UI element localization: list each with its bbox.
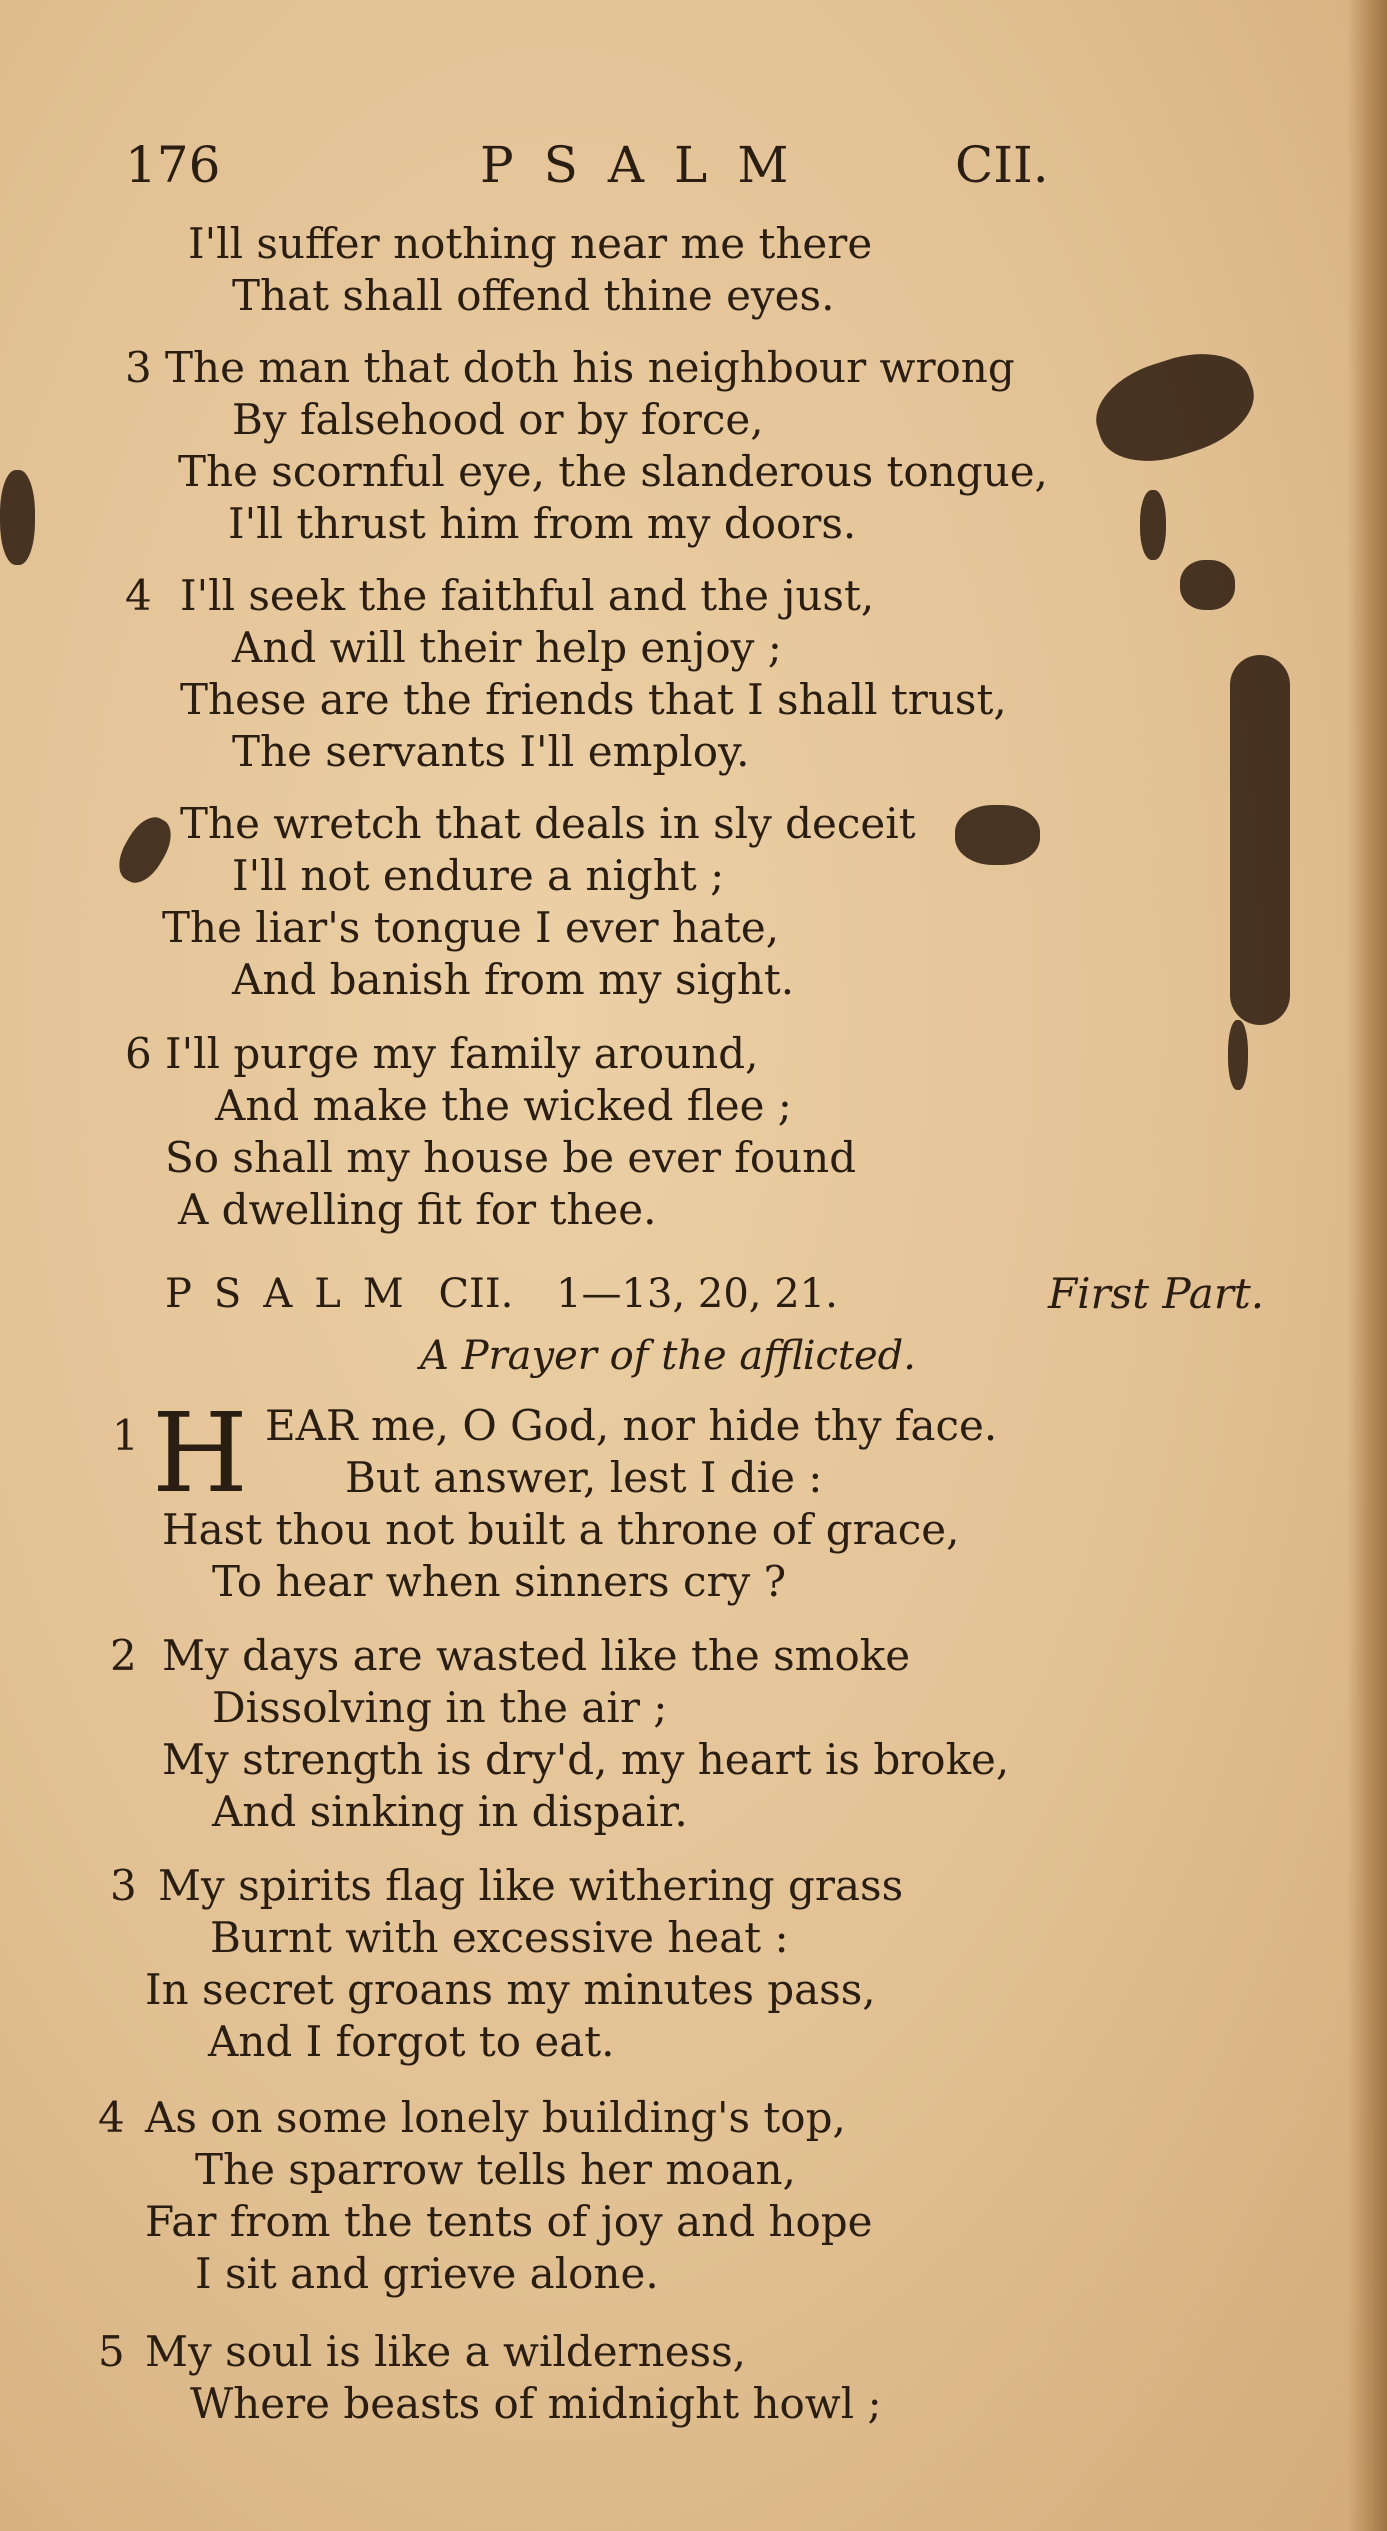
verse-line: The servants I'll employ. [232,727,750,776]
psalm-number: CII. [438,1271,514,1317]
verse-line: My days are wasted like the smoke [162,1631,911,1680]
ink-stain [1140,490,1166,560]
verse-line: Burnt with excessive heat : [210,1913,789,1962]
verse-line: Dissolving in the air ; [212,1683,668,1732]
psalm-subtitle: A Prayer of the afflicted. [420,1333,916,1379]
verse-line: But answer, lest I die : [345,1453,823,1502]
psalm-label: PSALM [165,1271,426,1317]
verse-line: My soul is like a wilderness, [145,2327,747,2376]
verse-line: And banish from my sight. [232,955,795,1004]
stanza-number: 5 [98,2327,125,2376]
verse-line: In secret groans my minutes pass, [145,1965,876,2014]
verse-line: I'll thrust him from my doors. [228,499,857,548]
stanza-number: 6 [125,1029,152,1078]
verse-line: The sparrow tells her moan, [195,2145,796,2194]
verse-line: A dwelling fit for thee. [178,1185,657,1234]
verse-line: I'll purge my family around, [165,1029,759,1078]
verse-line: I'll seek the faithful and the just, [180,571,875,620]
stanza-number: 4 [125,571,152,620]
verse-line: The liar's tongue I ever hate, [162,903,780,952]
ink-stain [1084,338,1266,478]
verse-line: I'll not endure a night ; [232,851,725,900]
verse-line: And make the wicked flee ; [215,1081,792,1130]
stanza-number: 4 [98,2093,125,2142]
verse-line: And sinking in dispair. [212,1787,688,1836]
ink-stain [1180,560,1235,610]
running-title: PSALM [480,136,819,194]
running-header [125,130,1075,200]
psalm-verses: 1—13, 20, 21. [556,1271,838,1317]
psalm-part: First Part. [1048,1269,1265,1318]
verse-line: EAR me, O God, nor hide thy face. [265,1401,998,1450]
verse-line: The man that doth his neighbour wrong [165,343,1015,392]
ink-stain [0,470,35,565]
stanza-number: 2 [110,1631,137,1680]
verse-line: So shall my house be ever found [165,1133,857,1182]
verse-line: And I forgot to eat. [208,2017,615,2066]
verse-line: My spirits flag like withering grass [158,1861,904,1910]
ink-stain [955,805,1040,865]
stanza-number: 3 [125,343,152,392]
verse-line: The wretch that deals in sly deceit [180,799,916,848]
ink-stain [1230,655,1290,1025]
verse-line: I sit and grieve alone. [195,2249,659,2298]
verse-line: The scornful eye, the slanderous tongue, [178,447,1048,496]
verse-line: Hast thou not built a throne of grace, [162,1505,960,1554]
drop-cap: H [152,1389,248,1517]
page-number: 176 [125,136,221,194]
verse-line: Where beasts of midnight howl ; [190,2379,882,2428]
verse-line: As on some lonely building's top, [145,2093,846,2142]
verse-line: That shall offend thine eyes. [232,271,835,320]
page-edge-shadow [1347,0,1387,2531]
ink-stain [110,810,180,891]
ink-stain [1228,1020,1248,1090]
verse-line: These are the friends that I shall trust, [180,675,1007,724]
psalm-heading [165,1268,838,1320]
verse-line: By falsehood or by force, [232,395,764,444]
verse-line: My strength is dry'd, my heart is broke, [162,1735,1010,1784]
stanza-number: 1 [112,1411,139,1460]
verse-line: I'll suffer nothing near me there [188,219,873,268]
verse-line: Far from the tents of joy and hope [145,2197,873,2246]
running-psalm-number: CII. [955,136,1049,194]
stanza-number: 3 [110,1861,137,1910]
verse-line: And will their help enjoy ; [232,623,782,672]
verse-line: To hear when sinners cry ? [212,1557,787,1606]
